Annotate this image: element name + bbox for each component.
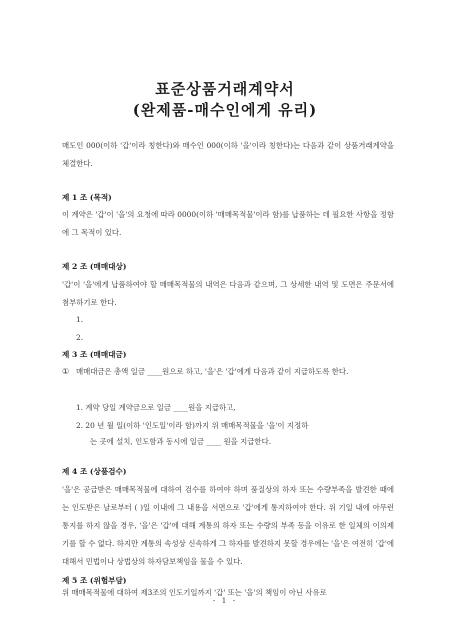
article-4-heading: 제 4 조 (상품검수) [62, 467, 127, 476]
article-2-item-2: 2. [76, 333, 84, 342]
article-2-heading: 제 2 조 (매매대상) [62, 262, 127, 271]
article-2-item-1: 1. [76, 315, 84, 324]
article-4-body: '을'은 공급받은 매매목적물에 대하여 검수를 하여야 하며 품질상의 하자 또는 수량부족을 발견한 때에는 인도받은 날로부터 ( )일 이내에 그 내용을 서면으로 '갑'에게 통지하여야 한다. 위 기일 내에 아무런 통지를 하지 않을 경우, '을'은 '갑'에 대해 계통의 하자 또는 수량의 부족 등을 이유로 한 일체의 이의제기를 할 수 없다. 하지만 계통의 속성상 신속하게 그 하자를 발견하지 못할 경우에는 '을'은 여전히 '갑'에 대해서 민법이나 상법상의 하자담보책임을 물을 수 있다. [62, 485, 394, 566]
article-3-item-1: 1. 계약 당일 계약금으로 일금 ____원을 지급하고, [76, 403, 236, 412]
article-3-item-2-line-2: 는 곳에 설치, 인도함과 동시에 일금 ____ 원을 지급한다. [90, 437, 272, 446]
article-2-body: '갑'이 '을'에게 납품하여야 할 매매목적물의 내역은 다음과 같으며, 그 상세한 내역 및 도면은 주문서에 첨부하기로 한다. [62, 280, 394, 307]
article-5-heading: 제 5 조 (위험부담) [62, 576, 127, 585]
article-1-body: 이 계약은 '갑'이 '을'의 요청에 따라 0000(이하 '매매목적물'이라 함)를 납품하는 데 필요한 사항을 정함에 그 목적이 있다. [62, 210, 394, 237]
article-1-heading: 제 1 조 (목적) [62, 193, 112, 202]
document-title: 표준상품거래계약서 [155, 80, 295, 98]
article-3-body: 매매대금은 총액 일금 ____원으로 하고, '을'은 '갑'에게 다음과 같이 지급하도록 한다. [76, 367, 349, 376]
article-3-heading: 제 3 조 (매매대금) [62, 350, 127, 359]
article-3-item-2-line-1: 2. 20 년 월 일(이하 '인도일'이라 함)까지 위 매매목적물을 '을'이 지정하 [76, 421, 309, 430]
intro-paragraph: 매도인 000(이하 '갑'이라 칭한다)와 매수인 000(이하 '을'이라 칭한다)는 다음과 같이 상품거래계약을 체결한다. [62, 141, 394, 168]
page-number: - 1 - [212, 596, 238, 605]
article-5-body: 위 매매목적물에 대하여 제3조의 인도기일까지 '갑' 또는 '을'의 책임이 아닌 사유로 [62, 588, 327, 597]
article-3-clause-marker: ① [62, 367, 70, 376]
document-subtitle: (완제품-매수인에게 유리) [132, 101, 318, 119]
